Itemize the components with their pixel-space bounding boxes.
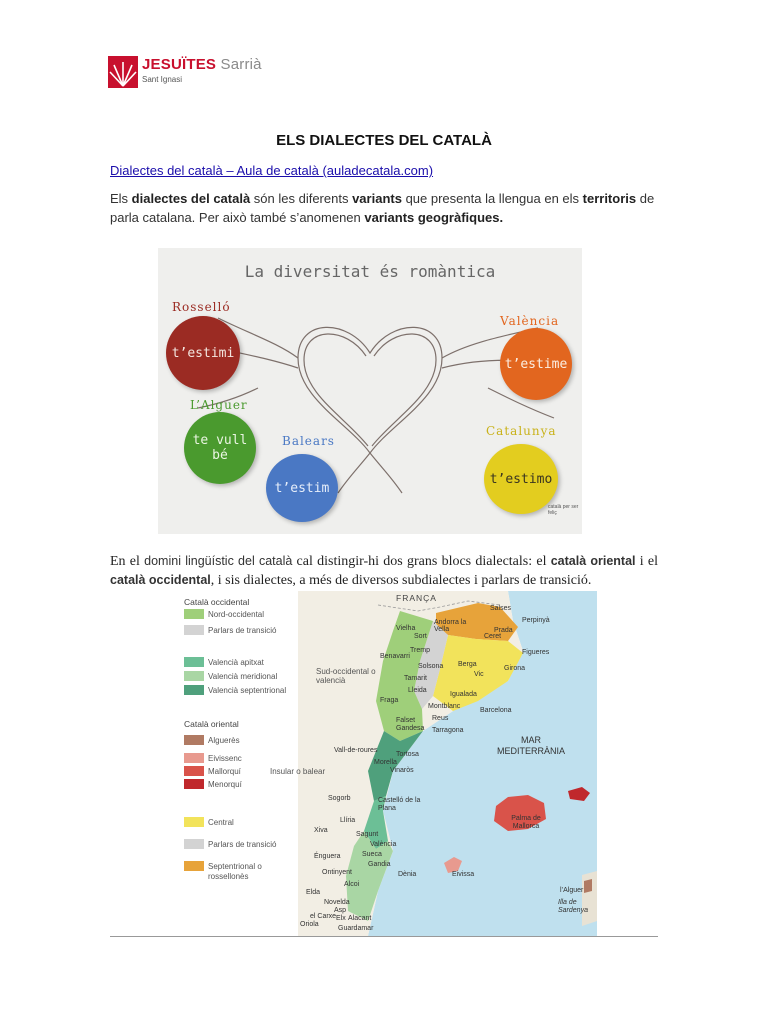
- diversity-poster: [158, 248, 582, 534]
- legend-swatch: [184, 609, 204, 619]
- city-label: Gandesa: [396, 725, 425, 732]
- legend-label: Eivissenc: [208, 754, 242, 763]
- city-label: Salses: [490, 605, 512, 612]
- city-label: Lleida: [408, 687, 427, 694]
- legend-label: Valencià septentrional: [208, 686, 287, 695]
- legend-heading: Català oriental: [184, 719, 239, 729]
- bubble-alguer: [184, 412, 256, 484]
- map-label-sea: MAR MEDITERRÀNIA: [496, 735, 565, 756]
- city-label: Gandia: [368, 861, 391, 868]
- city-label: Alcoi: [344, 881, 360, 888]
- bubble-word: t’estimo: [489, 471, 553, 487]
- city-label: Ontinyent: [322, 869, 352, 876]
- city-label: Barcelona: [480, 707, 512, 714]
- intro-text: Els: [110, 191, 132, 206]
- bubble-word: t’estime: [504, 356, 568, 372]
- legend-swatch: [184, 735, 204, 745]
- city-label: el Carxe: [310, 913, 337, 920]
- city-label: Elda: [306, 889, 321, 896]
- city-label: Guardamar: [338, 925, 374, 932]
- intro-text: de parla catalana. Per això també s’anomenen: [110, 191, 655, 225]
- dialect-map: [178, 591, 597, 936]
- city-label: Tarragona: [432, 727, 464, 734]
- document-title: ELS DIALECTES DEL CATALÀ: [276, 132, 492, 149]
- body-text: En el: [110, 554, 145, 569]
- intro-bold: dialectes del català: [131, 191, 251, 206]
- city-label: Morella: [374, 759, 397, 766]
- intro-bold: variants geogràfiques.: [364, 210, 504, 225]
- legend-swatch: [184, 625, 204, 635]
- city-label: Reus: [432, 715, 449, 722]
- legend-label: Mallorquí: [208, 767, 241, 776]
- bubble-catalunya: [484, 444, 558, 514]
- city-label: Oriola: [300, 921, 319, 928]
- bubble-valencia: [500, 328, 572, 400]
- city-label: Alacant: [348, 915, 372, 922]
- bubble-rossello: [166, 316, 240, 390]
- bubble-word: t’estim: [274, 480, 330, 496]
- legend-label: Parlars de transició: [208, 626, 277, 635]
- city-label: Vall-de-roures: [334, 747, 378, 754]
- city-label: Montblanc: [428, 703, 461, 710]
- city-label: Sogorb: [328, 795, 351, 802]
- legend-label: Menorquí: [208, 780, 242, 789]
- city-label: València: [370, 841, 397, 848]
- legend-swatch: [184, 671, 204, 681]
- bubble-word: te vull bé: [192, 433, 248, 463]
- city-label: Vic: [474, 671, 484, 678]
- highlight-text: domini lingüístic del català: [144, 554, 293, 568]
- bubble-balears: [266, 454, 338, 522]
- legend-swatch: [184, 779, 204, 789]
- city-label: Fraga: [380, 697, 399, 704]
- body-text: , i sis dialectes, a més de diversos subdialectes i parlars de transició.: [210, 573, 592, 588]
- legend-label: Parlars de transició: [208, 840, 277, 849]
- city-label: Andorra la Vella: [434, 619, 467, 633]
- logo-name-bold: JESUÏTES: [142, 56, 217, 73]
- legend-swatch: [184, 839, 204, 849]
- legend-swatch: [184, 685, 204, 695]
- city-label: Perpinyà: [522, 617, 550, 624]
- city-label: Tremp: [410, 647, 430, 654]
- logo-subtitle: Sant Ignasi: [142, 75, 183, 84]
- legend-group-label: Sud-occidental o valencià: [316, 667, 376, 685]
- intro-bold: territoris: [582, 191, 637, 206]
- city-label: Tamarit: [404, 675, 427, 682]
- city-label: Solsona: [418, 663, 444, 670]
- body-text: i el: [635, 554, 658, 569]
- city-label: Benavarri: [380, 653, 410, 660]
- highlight-text: català oriental: [550, 554, 636, 568]
- legend-label: Valencià meridional: [208, 672, 278, 681]
- highlight-text: català occidental: [110, 573, 211, 587]
- bottom-rule: [110, 936, 658, 937]
- place-label: Catalunya: [486, 424, 557, 438]
- city-label: Sueca: [362, 851, 382, 858]
- bubble-word: t’estimi: [171, 345, 235, 361]
- city-label: Falset: [396, 717, 416, 724]
- legend-group-label: Insular o balear: [270, 767, 326, 776]
- city-label: Illa de Sardenya: [558, 899, 588, 914]
- poster-credit: català per ser feliç: [548, 504, 579, 516]
- legend-swatch: [184, 817, 204, 827]
- dialect-blocks-paragraph: [110, 552, 658, 590]
- logo-emblem-icon: [108, 56, 138, 88]
- logo-name-light: Sarrià: [220, 56, 262, 73]
- city-label: Xiva: [314, 827, 328, 834]
- legend-swatch: [184, 657, 204, 667]
- intro-text: que presenta la llengua en els: [401, 191, 583, 206]
- city-label: Vinaròs: [390, 767, 414, 774]
- intro-text: són les diferents: [250, 191, 353, 206]
- city-label: Sagunt: [356, 831, 379, 838]
- city-label: Énguera: [314, 853, 341, 860]
- intro-bold: variants: [352, 191, 402, 206]
- legend-label: Valencià apitxat: [208, 658, 264, 667]
- legend-label: Septentrional o rossellonès: [208, 862, 262, 881]
- body-text: cal distingir-hi dos grans blocs dialectals: el: [292, 554, 551, 569]
- intro-paragraph: [110, 189, 658, 227]
- city-label: Berga: [458, 661, 477, 668]
- place-label: Rosselló: [172, 300, 231, 314]
- city-label: Figueres: [522, 649, 550, 656]
- city-label: Llíria: [340, 817, 356, 824]
- poster-title: La diversitat és romàntica: [244, 262, 496, 281]
- city-label: Asp: [334, 907, 347, 914]
- place-label: L’Alguer: [190, 398, 248, 412]
- place-label: València: [500, 314, 560, 328]
- city-label: Sort: [414, 633, 427, 640]
- city-label: Girona: [504, 665, 526, 672]
- legend-heading: Català occidental: [184, 597, 250, 607]
- city-label: Palma de Mallorca: [511, 815, 541, 830]
- map-label-france: FRANÇA: [396, 593, 437, 603]
- city-label: Castelló de la Plana: [378, 797, 421, 812]
- city-label: Tortosa: [396, 751, 419, 758]
- city-label: Igualada: [450, 691, 477, 698]
- legend-swatch: [184, 766, 204, 776]
- city-label: Vielha: [396, 625, 416, 632]
- city-label: Dènia: [398, 871, 417, 878]
- place-label: Balears: [282, 434, 335, 448]
- school-logo: [108, 54, 262, 94]
- city-label: Eivissa: [452, 871, 475, 878]
- legend-swatch: [184, 861, 204, 871]
- city-label: Prada: [494, 627, 513, 634]
- city-label: Elx: [336, 915, 346, 922]
- legend-label: Alguerès: [208, 736, 240, 745]
- legend-swatch: [184, 753, 204, 763]
- city-label: Ceret: [484, 633, 502, 640]
- city-label: l’Alguer: [560, 887, 584, 894]
- logo-name: [142, 56, 262, 73]
- city-label: Novelda: [324, 899, 350, 906]
- legend-label: Central: [208, 818, 234, 827]
- source-link[interactable]: Dialectes del català – Aula de català (auladecatala.com): [110, 163, 434, 178]
- legend-label: Nord-occidental: [208, 610, 265, 619]
